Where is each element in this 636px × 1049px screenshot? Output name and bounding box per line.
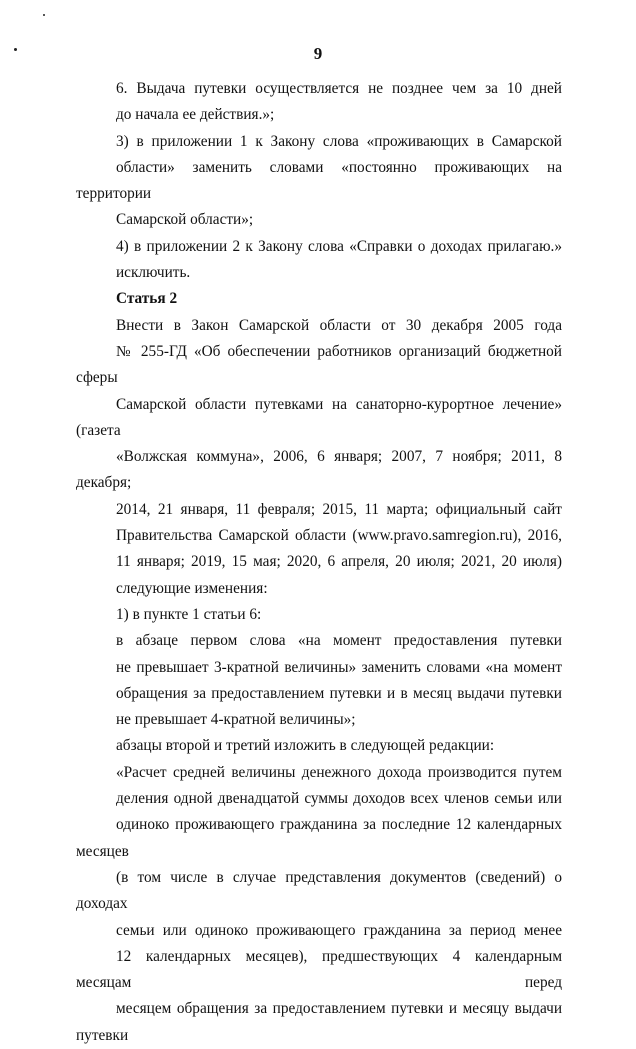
text-line: Правительства Самарской области (www.pravo.samregion.ru), 2016, <box>116 527 562 545</box>
text-line: области» заменить словами «постоянно проживающих на территории <box>76 158 562 203</box>
text-line: семьи или одиноко проживающего гражданина за период менее <box>116 921 562 939</box>
text-line: Самарской области путевками на санаторно-курортное лечение» (газета <box>76 395 562 439</box>
paragraph <box>76 76 562 129</box>
document-body <box>76 76 562 1049</box>
text-line: № 255-ГД «Об обеспечении работников организаций бюджетной сферы <box>76 342 562 387</box>
text-line: не превышает 4-кратной величины»; <box>116 711 356 729</box>
text-line: одиноко проживающего гражданина за последние 12 календарных месяцев <box>76 816 562 860</box>
text-line: до начала ее действия.»; <box>116 106 275 124</box>
text-line: 4) в приложении 2 к Закону слова «Справки о доходах прилагаю.» <box>116 237 562 255</box>
page-number: 9 <box>313 44 323 63</box>
text-line: «Расчет средней величины денежного дохода производится путем <box>116 763 562 781</box>
paragraph <box>76 628 562 733</box>
text-line: абзацы второй и третий изложить в следующей редакции: <box>116 737 495 755</box>
paragraph <box>76 313 562 602</box>
paragraph <box>76 234 562 287</box>
text-line: 2014, 21 января, 11 февраля; 2015, 11 марта; официальный сайт <box>116 500 562 518</box>
text-line: (в том числе в случае представления документов (сведений) о доходах <box>76 868 562 913</box>
text-line: деления одной двенадцатой суммы доходов всех членов семьи или <box>116 790 562 808</box>
article-heading <box>76 286 562 312</box>
paragraph <box>76 129 562 234</box>
paragraph <box>76 602 562 628</box>
text-line: 12 календарных месяцев), предшествующих 4 календарным месяцам перед <box>76 947 562 992</box>
paragraph <box>76 733 562 759</box>
scan-speck <box>43 14 45 16</box>
text-line: в абзаце первом слова «на момент предоставления путевки <box>116 632 562 650</box>
text-line: Самарской области»; <box>116 211 254 229</box>
text-line: 3) в приложении 1 к Закону слова «проживающих в Самарской <box>116 132 562 150</box>
text-line: Внести в Закон Самарской области от 30 декабря 2005 года <box>116 316 562 334</box>
text-line: обращения за предоставлением путевки и в месяц выдачи путевки <box>116 684 562 702</box>
text-line: исключить. <box>116 264 191 282</box>
text-line: Статья 2 <box>116 290 178 308</box>
text-line: 11 января; 2019, 15 мая; 2020, 6 апреля, 20 июля; 2021, 20 июля) <box>116 553 562 571</box>
paragraph <box>76 760 562 1049</box>
text-line: не превышает 3-кратной величины» заменить словами «на момент <box>116 658 562 676</box>
text-line: 6. Выдача путевки осуществляется не позднее чем за 10 дней <box>116 80 562 97</box>
text-line: месяцем обращения за предоставлением путевки и месяцу выдачи путевки <box>76 1000 562 1044</box>
text-line: 1) в пункте 1 статьи 6: <box>116 605 262 623</box>
text-line: «Волжская коммуна», 2006, 6 января; 2007, 7 ноября; 2011, 8 декабря; <box>76 448 562 492</box>
text-line: следующие изменения: <box>116 579 268 597</box>
